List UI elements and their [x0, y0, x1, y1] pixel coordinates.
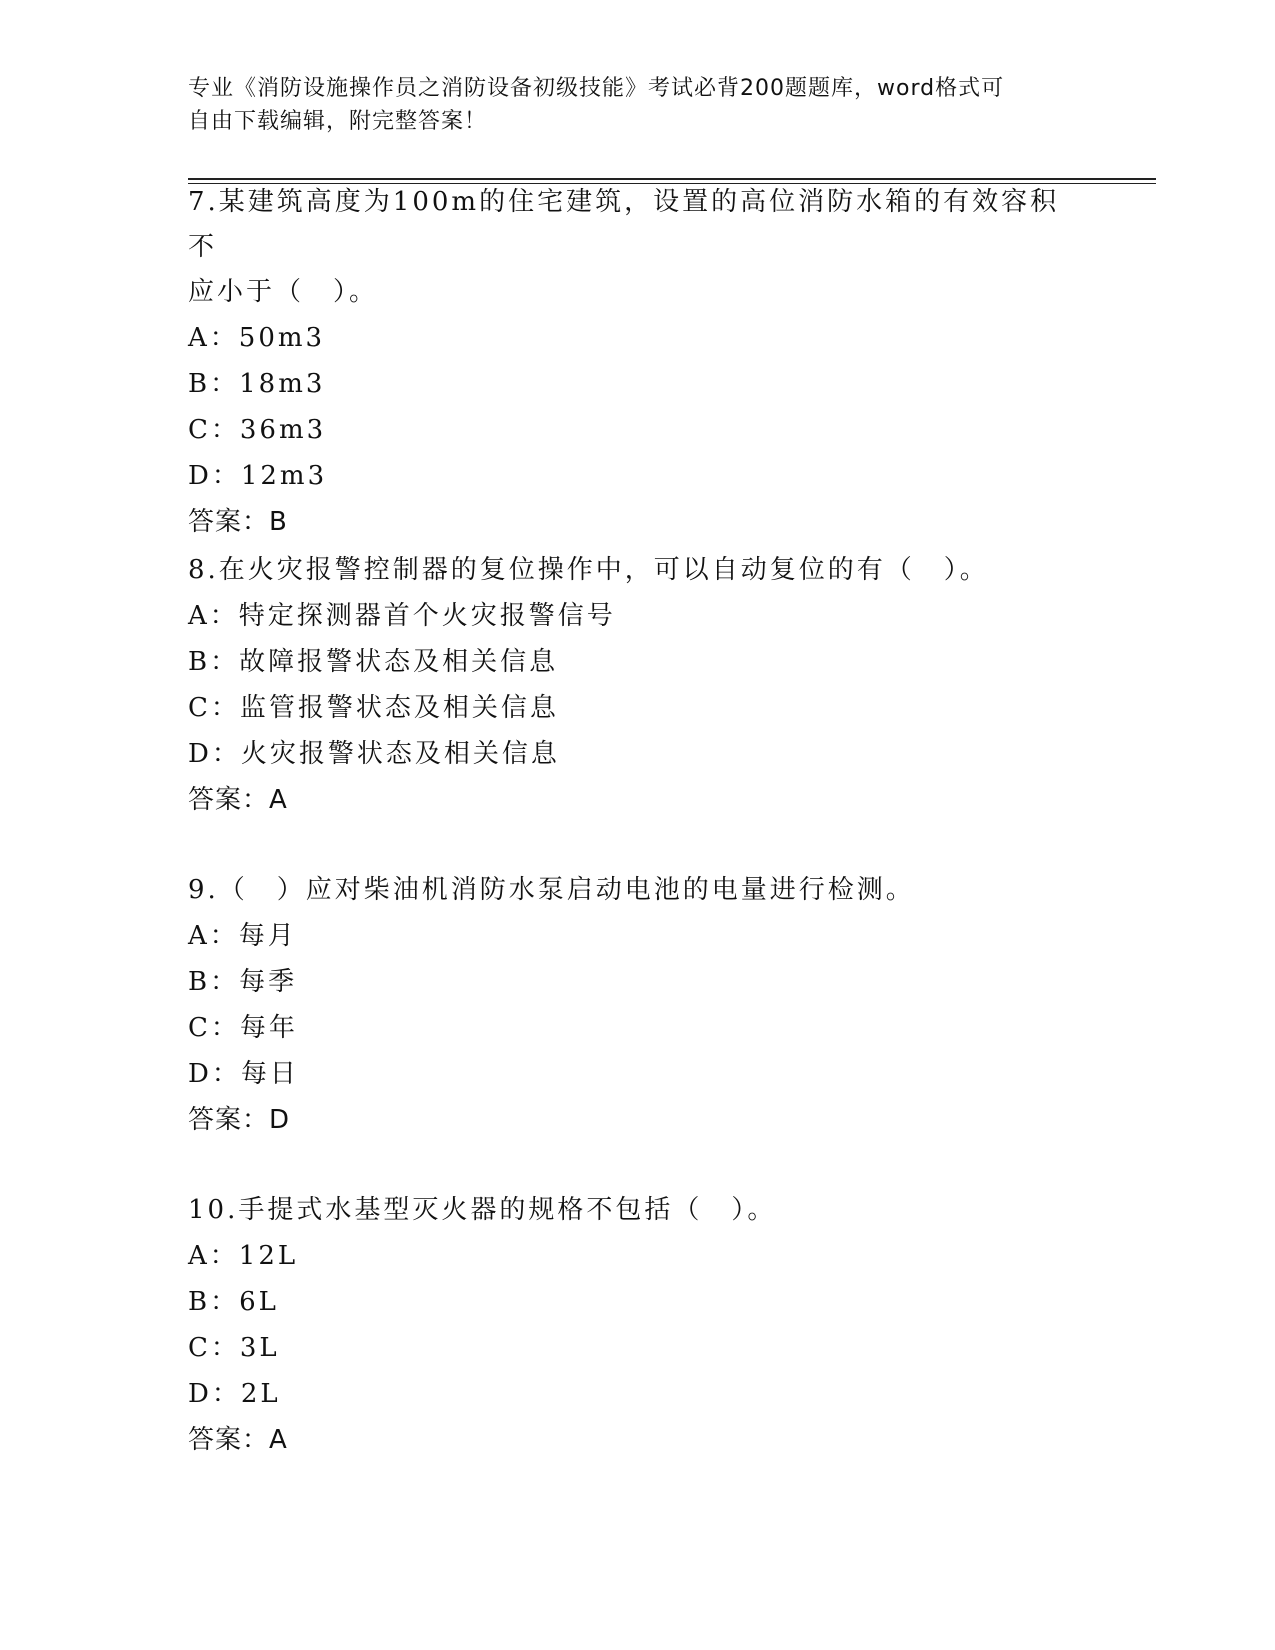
question-stem: 7.某建筑高度为100m的住宅建筑，设置的高位消防水箱的有效容积不	[188, 187, 1060, 262]
option-a: A：特定探测器首个火灾报警信号	[188, 601, 616, 631]
question-10	[188, 1188, 1088, 1463]
option-b: B：故障报警状态及相关信息	[188, 647, 559, 677]
option-a: A：每月	[188, 921, 297, 951]
answer: 答案：A	[188, 1425, 288, 1455]
option-a: A：50m3	[188, 323, 326, 353]
header-line: 自由下载编辑，附完整答案！	[188, 109, 488, 134]
question-stem: 10.手提式水基型灭火器的规格不包括（ ）。	[188, 1195, 777, 1225]
option-b: B：18m3	[188, 369, 326, 399]
question-stem: 9.（ ）应对柴油机消防水泵启动电池的电量进行检测。	[188, 875, 915, 905]
answer: 答案：D	[188, 1105, 291, 1135]
option-c: C：监管报警状态及相关信息	[188, 693, 559, 723]
option-a: A：12L	[188, 1241, 299, 1271]
answer: 答案：A	[188, 785, 288, 815]
document-header	[188, 72, 1088, 138]
question-stem: 8.在火灾报警控制器的复位操作中，可以自动复位的有（ ）。	[188, 555, 989, 585]
option-d: D：火灾报警状态及相关信息	[188, 739, 560, 769]
header-line: 专业《消防设施操作员之消防设备初级技能》考试必背200题题库，word格式可	[188, 76, 1005, 101]
option-c: C：3L	[188, 1333, 280, 1363]
question-8	[188, 548, 1088, 823]
option-c: C：每年	[188, 1013, 298, 1043]
question-7	[188, 180, 1088, 545]
question-9	[188, 868, 1088, 1143]
option-d: D：12m3	[188, 461, 328, 491]
question-stem: 应小于（ ）。	[188, 277, 379, 307]
answer: 答案：B	[188, 507, 288, 537]
option-b: B：每季	[188, 967, 298, 997]
option-b: B：6L	[188, 1287, 279, 1317]
option-c: C：36m3	[188, 415, 327, 445]
option-d: D：每日	[188, 1059, 299, 1089]
option-d: D：2L	[188, 1379, 281, 1409]
